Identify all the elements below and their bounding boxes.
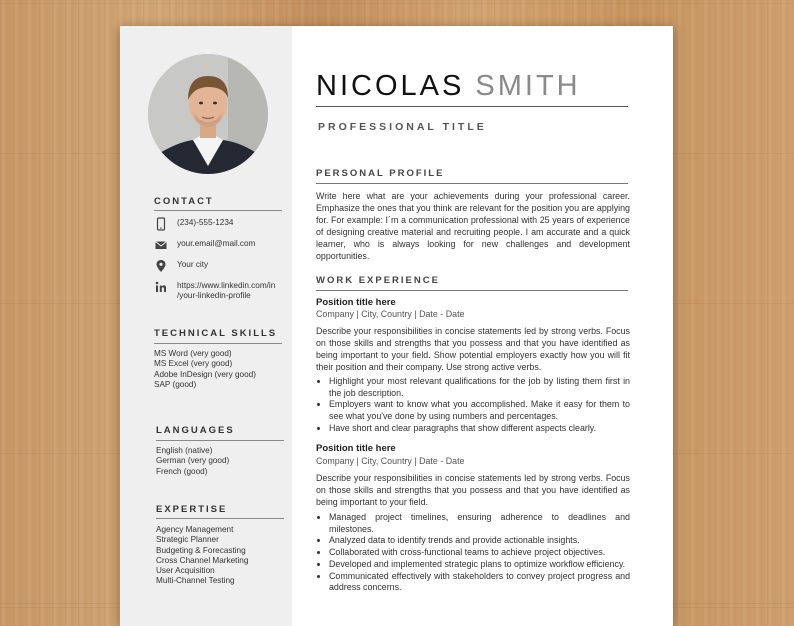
bullet-item: • Communicated effectively with stakeholders to convey project progress and address concerns. — [329, 571, 630, 594]
personal-profile-text: Write here what are your achievements during your professional career. Emphasize the ones that you think are relevant for the position you are applying for. For example: I´m a communication professional with 25 years of experience of designing creative material and recruiting people. I am accurate and a quick learner, who is always looking for new challenges and development opportunities. — [316, 191, 630, 261]
linkedin-line-2: /your-linkedin-profile — [177, 291, 251, 300]
position-description: Describe your responsibilities in concise statements led by strong verbs. Focus on those skills and strengths that you possess and that you have identified as being important to your field. Show potential employers exactly how you will fit their position and their company. Use strong active verbs. — [316, 326, 630, 372]
bullet-item: • Have short and clear paragraphs that show different aspects clearly. — [329, 423, 630, 435]
contact-heading: CONTACT — [154, 196, 214, 207]
phone-icon — [154, 217, 168, 231]
expertise-item: Strategic Planner — [156, 535, 219, 545]
position-meta: Company | City, Country | Date - Date — [316, 309, 465, 319]
profile-photo — [148, 54, 268, 174]
bullet-item: • Collaborated with cross-functional teams to achieve project objectives. — [329, 547, 630, 559]
expertise-heading: EXPERTISE — [156, 504, 228, 515]
work-experience-heading: WORK EXPERIENCE — [316, 275, 440, 286]
bullet-item: • Employers want to know what you accomplished. Make it easy for them to see what you've done by using numbers and percentages. — [329, 399, 630, 422]
position-description: Describe your responsibilities in concise statements led by strong verbs. Focus on those skills and strengths that you possess and that you have identified as being important to your field. — [316, 473, 630, 507]
professional-title: PROFESSIONAL TITLE — [318, 121, 487, 133]
first-name: NICOLAS — [316, 70, 465, 102]
personal-profile-divider — [316, 183, 628, 184]
expertise-divider — [156, 518, 284, 519]
skill-item: MS Word (very good) — [154, 349, 232, 358]
languages-list — [156, 446, 286, 477]
email-text[interactable]: your.email@mail.com — [177, 239, 256, 248]
bullet-item: • Managed project timelines, ensuring adherence to deadlines and milestones. — [329, 512, 630, 535]
languages-divider — [156, 440, 284, 441]
location-pin-icon — [154, 259, 168, 273]
position-title: Position title here — [316, 297, 396, 308]
expertise-list — [156, 525, 286, 587]
resume-page — [120, 26, 673, 626]
linkedin-icon — [154, 280, 168, 294]
bullet-item: • Analyzed data to identify trends and provide actionable insights. — [329, 535, 630, 547]
candidate-name — [316, 70, 581, 103]
bullet-item: • Highlight your most relevant qualifications for the job by listing them first in the job description. — [329, 376, 630, 399]
position-title: Position title here — [316, 443, 396, 454]
contact-divider — [154, 210, 282, 211]
expertise-item: Budgeting & Forecasting — [156, 545, 246, 555]
city-text: Your city — [177, 260, 209, 269]
skill-item: Adobe InDesign (very good) — [154, 369, 256, 379]
expertise-item: User Acquisition — [156, 566, 215, 576]
position-bullets — [316, 512, 630, 594]
technical-skills-list — [154, 349, 284, 390]
skill-item: MS Excel (very good) — [154, 359, 233, 369]
personal-profile-heading: PERSONAL PROFILE — [316, 168, 445, 179]
last-name: SMITH — [475, 70, 581, 102]
language-item: German (very good) — [156, 456, 230, 466]
phone-text: (234)-555-1234 — [177, 218, 234, 227]
mail-icon — [154, 238, 168, 252]
bullet-item: • Developed and implemented strategic plans to optimize workflow efficiency. — [329, 559, 630, 571]
expertise-item: Multi-Channel Testing — [156, 576, 235, 586]
language-item: English (native) — [156, 446, 213, 455]
technical-skills-heading: TECHNICAL SKILLS — [154, 328, 278, 339]
languages-heading: LANGUAGES — [156, 425, 235, 436]
skill-item: SAP (good) — [154, 379, 197, 389]
linkedin-text[interactable] — [177, 281, 287, 301]
name-divider — [316, 106, 628, 107]
expertise-item: Agency Management — [156, 525, 234, 534]
technical-skills-divider — [154, 343, 282, 344]
language-item: French (good) — [156, 466, 208, 476]
expertise-item: Cross Channel Marketing — [156, 555, 249, 565]
linkedin-line-1: https://www.linkedin.com/in — [177, 281, 276, 290]
position-meta: Company | City, Country | Date - Date — [316, 456, 465, 466]
resume-sidebar — [120, 26, 292, 626]
work-experience-divider — [316, 290, 628, 291]
position-bullets — [316, 376, 630, 435]
